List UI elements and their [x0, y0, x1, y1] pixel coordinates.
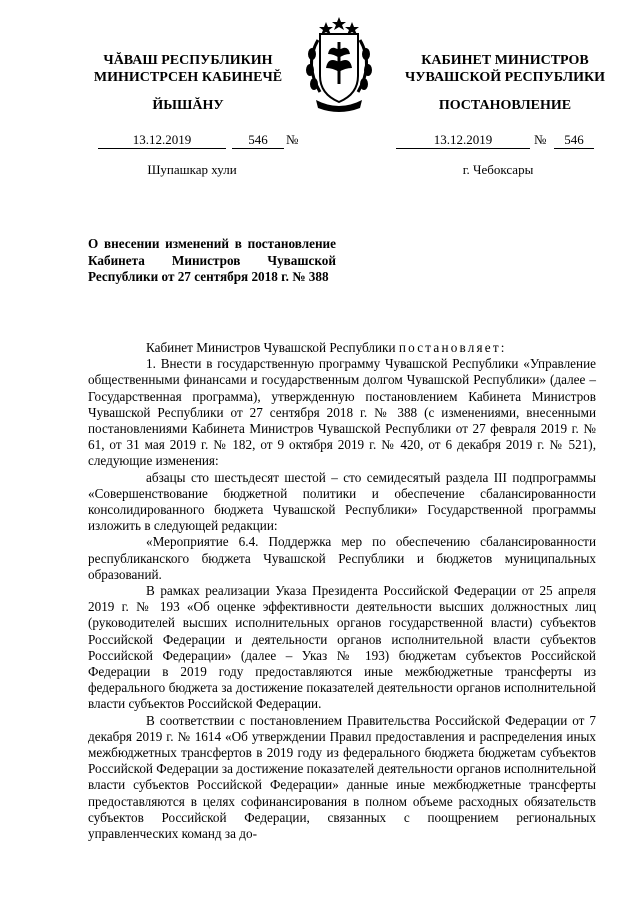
body-paragraph-5: В соответствии с постановлением Правительства Российской Федерации от 7 декабря 2019 г. № 1614 «Об утверждении Правил предоставления и распределения иных межбюджетных трансфертов в 2019 году из федерального бюджета бюджетам субъектов Российской Федерации за достижение показателей деятельности органов исполнительной власти субъектов Российской Федерации» данные иные межбюджетные трансферты предоставляются в целях софинансирования в полном объеме расходных обязательств субъектов Российской Федерации, связанных с поощрением региональных управленческих команд за до-	[88, 712, 596, 842]
intro-paragraph	[88, 340, 596, 356]
doc-type-russian: ПОСТАНОВЛЕНИЕ	[438, 98, 572, 113]
issuer-russian-header	[390, 52, 620, 86]
intro-resolves: постановляет:	[398, 340, 507, 355]
issuer-chuvash-line-2: МИНИСТРСЕН КАБИНЕЧĔ	[93, 70, 283, 85]
body-paragraph-1: 1. Внести в государственную программу Чувашской Республики «Управление общественными финансами и государственным долгом Чувашской Республики» (далее – Государственная программа), утвержденную постановлением Кабинета Министров Чувашской Республики от 27 сентября 2018 г. № 388 (с изменениями, внесенными постановлениями Кабинета Министров Чувашской Республики от 27 февраля 2019 г. № 61, от 31 мая 2019 г. № 182, от 9 октября 2019 г. № 420, от 6 декабря 2019 г. № 521), следующие изменения:	[88, 356, 596, 469]
date-number-right	[0, 132, 640, 148]
doc-type-chuvash: ЙЫШĂНУ	[152, 98, 224, 113]
issuer-russian-line-2: ЧУВАШСКОЙ РЕСПУБЛИКИ	[404, 70, 606, 85]
intro-lead: Кабинет Министров Чувашской Республики	[146, 340, 396, 355]
body-paragraph-3: «Мероприятие 6.4. Поддержка мер по обеспечению сбалансированности республиканского бюджета Чувашской Республики и бюджетов муниципальных образований.	[88, 534, 596, 582]
document-body	[88, 340, 596, 842]
number-left: 546	[232, 132, 284, 149]
issuer-chuvash-header	[88, 52, 288, 86]
date-right: 13.12.2019	[396, 132, 530, 149]
issuer-russian-line-1: КАБИНЕТ МИНИСТРОВ	[421, 53, 589, 68]
number-sign-right: №	[534, 132, 547, 147]
place-chuvash: Шупашкар хули	[147, 162, 237, 177]
body-paragraph-2: абзацы сто шестьдесят шестой – сто семидесятый раздела III подпрограммы «Совершенствование бюджетной политики и обеспечение сбалансированности консолидированного бюджета Чувашской Республики» Государственной программы изложить в следующей редакции:	[88, 469, 596, 534]
issuer-chuvash-line-1: ЧĂВАШ РЕСПУБЛИКИН	[103, 53, 273, 68]
date-left: 13.12.2019	[98, 132, 226, 149]
coat-of-arms-icon	[298, 14, 380, 114]
body-paragraph-4: В рамках реализации Указа Президента Российской Федерации от 25 апреля 2019 г. № 193 «Об оценке эффективности деятельности высших должностных лиц (руководителей высших исполнительных органов государственной власти) субъектов Российской Федерации и деятельности органов исполнительной власти субъектов Российской Федерации» (далее – Указ № 193) бюджетам субъектов Российской Федерации в 2019 году предоставляются иные межбюджетные трансферты из федерального бюджета за достижение показателей деятельности органов исполнительной власти субъектов Российской Федерации.	[88, 583, 596, 712]
place-russian: г. Чебоксары	[462, 162, 534, 177]
number-sign-left: №	[286, 132, 299, 147]
document-subject: О внесении изменений в постановление Кабинета Министров Чувашской Республики от 27 сентября 2018 г. № 388	[88, 236, 336, 284]
number-right: 546	[554, 132, 594, 149]
